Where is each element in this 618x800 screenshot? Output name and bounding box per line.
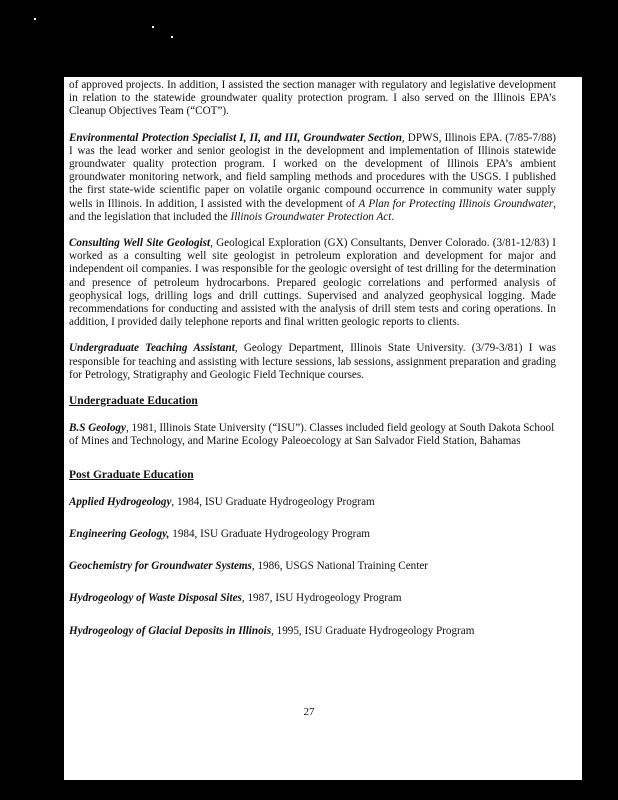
- course-detail: , 1995, ISU Graduate Hydrogeology Program: [271, 624, 475, 637]
- scan-speck: [171, 36, 173, 38]
- document-title: Illinois Groundwater Protection Act: [230, 210, 392, 223]
- position-title: Undergraduate Teaching Assistant: [69, 342, 235, 355]
- course-title: Engineering Geology,: [69, 528, 170, 541]
- position-text: , Geology Department, Illinois State University. (3/79-3/81) I was responsible for teaching and assisting with lecture sessions, lab sessions, assignment preparation and grading for Petrology, Stratigraphy and Geologic Field Technique courses.: [69, 342, 556, 381]
- degree-title: B.S Geology: [69, 422, 126, 435]
- position-text: , and the legislation that included the: [69, 197, 556, 223]
- course-detail: , 1984, ISU Graduate Hydrogeology Program: [171, 495, 375, 508]
- scan-border-right: [582, 0, 618, 800]
- undergraduate-degree: [69, 422, 556, 448]
- scan-border-bottom: [0, 780, 618, 800]
- course-detail: , 1986, USGS National Training Center: [251, 560, 428, 573]
- position-title: Consulting Well Site Geologist: [69, 237, 211, 250]
- postgraduate-course: [69, 528, 556, 541]
- postgraduate-education-heading: Post Graduate Education: [69, 468, 194, 481]
- degree-text: , 1981, Illinois State University (“ISU”). Classes included field geology at South Dakota School of Mines and Technology, and Marine Ecology Paleoecology at San Salvador Field Station, Bahamas: [69, 422, 555, 448]
- postgraduate-course: [69, 560, 556, 573]
- continuation-paragraph: of approved projects. In addition, I assisted the section manager with regulatory and legislative development in relation to the statewide groundwater quality protection program. I also served on the Illinois EPA’s Cleanup Objectives Team (“COT”).: [69, 79, 556, 118]
- scan-border-left: [0, 0, 64, 800]
- position-text: , DPWS, Illinois EPA. (7/85-7/88) I was the lead worker and senior geologist in the development and implementation of Illinois statewide groundwater quality protection program. I worked on the development of Illinois EPA’s ambient groundwater monitoring network, and field sampling methods and procedures with the USGS. I published the first state-wide scientific paper on volatile organic compound occurrence in community water supply wells in Illinois. In addition, I assisted with the development of: [69, 131, 557, 210]
- scan-speck: [152, 26, 154, 28]
- position-entry: [69, 132, 556, 224]
- document-title: A Plan for Protecting Illinois Groundwater: [358, 197, 554, 210]
- course-title: Hydrogeology of Waste Disposal Sites: [69, 592, 242, 605]
- scan-speck: [34, 18, 36, 20]
- postgraduate-course: [69, 496, 556, 509]
- document-body: [69, 79, 556, 657]
- position-text: .: [391, 210, 395, 223]
- course-title: Applied Hydrogeology: [69, 495, 172, 508]
- position-entry: [69, 237, 556, 329]
- page-number: 27: [303, 706, 315, 718]
- course-title: Geochemistry for Groundwater Systems: [69, 560, 252, 573]
- course-title: Hydrogeology of Glacial Deposits in Illinois: [69, 624, 272, 637]
- course-detail: 1984, ISU Graduate Hydrogeology Program: [169, 528, 370, 541]
- undergraduate-education-heading: Undergraduate Education: [69, 395, 198, 408]
- position-title: Environmental Protection Specialist I, II, and III, Groundwater Section: [69, 131, 402, 144]
- position-entry: [69, 342, 556, 382]
- postgraduate-course: [69, 592, 556, 605]
- scan-border-top: [0, 0, 618, 77]
- course-detail: , 1987, ISU Hydrogeology Program: [241, 592, 402, 605]
- position-text: , Geological Exploration (GX) Consultants, Denver Colorado. (3/81-12/83) I worked as a consulting well site geologist in petroleum exploration and development for major and independent oil companies. I was responsible for the geologic oversight of test drilling for the determination and presence of petroleum hydrocarbons. Prepared geologic correlations and performed analysis of geophysical logs, drilling logs and drill cuttings. Supervised and analyzed geophysical logging. Made recommendations for conducting and assisted with the analysis of drill stem tests and coring operations. In addition, I provided daily telephone reports and final written geologic reports to clients.: [69, 237, 556, 329]
- postgraduate-course: [69, 625, 556, 638]
